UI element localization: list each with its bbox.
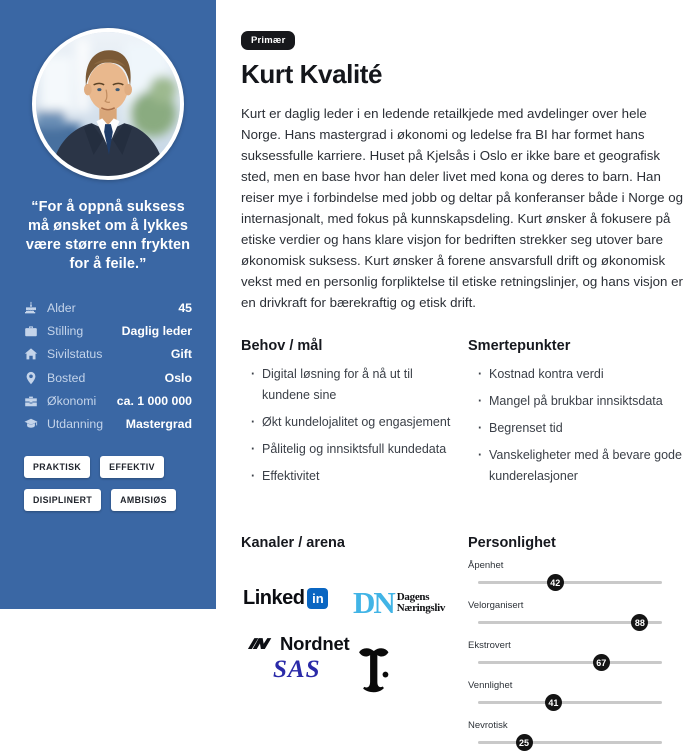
list-item: · Begrenset tid	[478, 418, 683, 439]
trait-slider-track[interactable]	[478, 614, 662, 631]
attribute-label: Sivilstatus	[47, 347, 103, 362]
attribute-value: ca. 1 000 000	[116, 393, 192, 408]
attribute-label: Utdanning	[47, 417, 104, 432]
needs-section	[241, 338, 454, 493]
trait-label: Velorganisert	[468, 600, 524, 612]
dagens-naeringsliv-logo	[353, 585, 446, 621]
channels-section	[241, 535, 454, 751]
nordnet-logo	[247, 633, 350, 655]
personality-sliders	[468, 560, 683, 751]
trait-label: Åpenhet	[468, 560, 504, 572]
attribute-list	[24, 297, 192, 436]
trait-tag: AMBISIØS	[111, 489, 176, 511]
attribute-label: Økonomi	[47, 393, 97, 408]
slider-line	[478, 741, 662, 744]
linkedin-wordmark: Linked	[243, 587, 305, 610]
dn-name-line1: Dagens	[396, 591, 430, 604]
personality-section	[468, 535, 683, 751]
list-item: · Kostnad kontra verdi	[478, 364, 683, 385]
slider-line	[478, 581, 662, 584]
trait-slider-handle[interactable]: 41	[545, 694, 562, 711]
list-item: · Mangel på brukbar innsiktsdata	[478, 391, 683, 412]
pains-title: Smertepunkter	[468, 338, 571, 354]
attribute-value: Daglig leder	[121, 324, 192, 339]
personality-trait-row	[468, 720, 683, 751]
dn-name	[397, 592, 445, 613]
attribute-value: Oslo	[164, 370, 192, 385]
list-item: · Effektivitet	[251, 466, 454, 487]
graduation-cap-icon	[24, 417, 38, 431]
trait-slider-handle[interactable]: 42	[547, 574, 564, 591]
sas-logo: SAS	[273, 656, 321, 684]
attribute-row	[24, 320, 192, 343]
trait-tag: DISIPLINERT	[24, 489, 101, 511]
persona-bio: Kurt er daglig leder i en ledende retailkjede med avdelinger over hele Norge. Hans mastergrad i økonomi og ledelse fra BI har formet hans suksessfulle karriere. Huset på Kjelsås i Oslo er ikke bare et geografisk sted, men en base hvor han deler livet med kona og deres to barn. Han reiser mye i forbindelse med jobb og deltar på konferanser både i Norge og internasjonalt, med fokus på kunnskapsdeling. Kurt ønsker å fokusere på etiske verdier og hans klare visjon for bedriften strekker seg utover bare økonomisk suksess. Kurt ønsker å forene ansvarsfull drift og økonomisk vekst med en personlig forpliktelse til etiske retningslinjer, og hans visjon er en drivkraft for bærekraftig og etisk drift.	[241, 106, 684, 310]
trait-slider-track[interactable]	[478, 574, 662, 591]
attribute-row	[24, 389, 192, 412]
trait-tag: PRAKTISK	[24, 456, 90, 478]
linkedin-in-icon: in	[307, 588, 328, 609]
trait-label: Nevrotisk	[468, 720, 508, 732]
trait-label: Ekstrovert	[468, 640, 511, 652]
avatar	[32, 28, 184, 180]
pains-section	[468, 338, 683, 493]
dn-abbreviation: DN	[353, 585, 394, 621]
personality-trait-row	[468, 560, 683, 591]
linkedin-logo	[243, 587, 328, 610]
trait-slider-handle[interactable]: 25	[516, 734, 533, 751]
new-york-times-logo	[355, 644, 395, 696]
trait-slider-track[interactable]	[478, 654, 662, 671]
trait-tags	[24, 456, 192, 511]
attribute-row	[24, 343, 192, 366]
personality-trait-row	[468, 600, 683, 631]
persona-quote: “For å oppnå suksess må ønsket om å lykkes være større enn frykten for å feile.”	[25, 199, 191, 273]
personality-trait-row	[468, 680, 683, 711]
persona-main	[216, 0, 700, 748]
slider-line	[478, 701, 662, 704]
needs-title: Behov / mål	[241, 338, 323, 354]
attribute-label: Stilling	[47, 324, 84, 339]
trait-slider-handle[interactable]: 88	[631, 614, 648, 631]
portrait-illustration	[36, 32, 180, 176]
trait-label: Vennlighet	[468, 680, 513, 692]
list-item: · Økt kundelojalitet og engasjement	[251, 412, 454, 433]
map-pin-icon	[24, 371, 38, 385]
personality-trait-row	[468, 640, 683, 671]
home-icon	[24, 347, 38, 361]
channels-title: Kanaler / arena	[241, 535, 345, 552]
persona-sidebar	[0, 0, 216, 609]
trait-slider-handle[interactable]: 67	[593, 654, 610, 671]
attribute-row	[24, 366, 192, 389]
trait-slider-track[interactable]	[478, 694, 662, 711]
personality-title: Personlighet	[468, 535, 556, 552]
cake-icon	[24, 301, 38, 315]
attribute-label: Bosted	[47, 370, 86, 385]
attribute-label: Alder	[47, 301, 76, 316]
nyt-t-icon	[355, 644, 395, 696]
attribute-value: 45	[178, 301, 192, 316]
nordnet-wordmark: Nordnet	[280, 633, 350, 655]
pains-list	[468, 364, 683, 487]
channel-logos	[241, 551, 454, 701]
list-item: · Vanskeligheter med å bevare gode kunderelasjoner	[478, 445, 683, 486]
needs-list	[241, 364, 454, 487]
attribute-row	[24, 297, 192, 320]
trait-tag: EFFEKTIV	[100, 456, 164, 478]
nordnet-mark-icon	[247, 636, 274, 652]
persona-name: Kurt Kvalité	[241, 59, 383, 89]
primary-badge: Primær	[241, 31, 295, 50]
list-item: · Digital løsning for å nå ut til kundene sine	[251, 364, 454, 405]
trait-slider-track[interactable]	[478, 734, 662, 751]
attribute-row	[24, 412, 192, 435]
dn-name-line2: Næringsliv	[396, 601, 446, 614]
attribute-value: Mastergrad	[125, 417, 192, 432]
slider-line	[478, 661, 662, 664]
list-item: · Pålitelig og innsiktsfull kundedata	[251, 439, 454, 460]
money-icon	[24, 394, 38, 408]
briefcase-icon	[24, 324, 38, 338]
attribute-value: Gift	[170, 347, 192, 362]
